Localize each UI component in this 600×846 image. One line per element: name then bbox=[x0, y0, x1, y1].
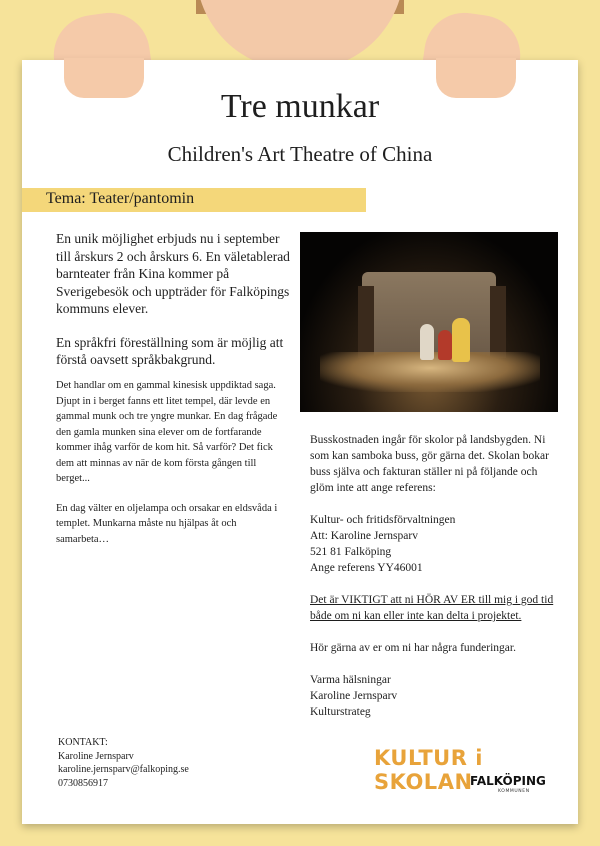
sender-role: Kulturstrateg bbox=[310, 706, 371, 718]
stage-actor bbox=[438, 330, 452, 360]
contact-email: karoline.jernsparv@falkoping.se bbox=[58, 764, 189, 775]
contact-name: Karoline Jernsparv bbox=[58, 750, 134, 762]
sender-name: Karoline Jernsparv bbox=[310, 690, 398, 702]
signature bbox=[310, 672, 560, 720]
bus-paragraph: Busskostnaden ingår för skolor på landsbygden. Ni som kan samboka buss, gör gärna det. Skolan bokar buss själva och fakturan ställer ni på följande och glöm inte att ange referens: bbox=[310, 434, 549, 494]
contact-phone: 0730856917 bbox=[58, 777, 108, 789]
stage-pillar-left bbox=[358, 286, 374, 358]
contact-block bbox=[58, 736, 278, 790]
stage-pillar-right bbox=[490, 286, 506, 358]
kid-fingers-right bbox=[436, 58, 516, 98]
intro-paragraph: En unik möjlighet erbjuds nu i september till årskurs 2 och årskurs 6. En väletablerad barnteater från Kina kommer på Sverigebesök och uppträder för Falköpings kommuns elever. bbox=[56, 231, 290, 316]
flyer-sheet bbox=[22, 60, 578, 824]
address-line: Ange referens YY46001 bbox=[310, 562, 423, 574]
kultur-i-skolan-logo bbox=[374, 746, 554, 806]
story-paragraph: En dag välter en oljelampa och orsakar en eldsvåda i templet. Munkarna måste nu hjälpas åt och samarbeta… bbox=[56, 502, 278, 545]
address-line: Att: Karoline Jernsparv bbox=[310, 530, 418, 542]
page-title: Tre munkar bbox=[220, 88, 380, 125]
address-line: 521 81 Falköping bbox=[310, 546, 392, 558]
important-notice: Det är VIKTIGT att ni HÖR AV ER till mig i god tid både om ni kan eller inte kan delta i projektet. bbox=[310, 594, 554, 622]
contact-label: KONTAKT: bbox=[58, 737, 108, 748]
questions-paragraph: Hör gärna av er om ni har några funderingar. bbox=[310, 642, 516, 654]
intro-paragraph: En språkfri föreställning som är möjlig att förstå oavsett språkbakgrund. bbox=[56, 334, 284, 367]
billing-address bbox=[310, 512, 560, 576]
booking-info bbox=[310, 432, 560, 736]
address-line: Kultur- och fritidsförvaltningen bbox=[310, 514, 456, 526]
story-paragraph: Det handlar om en gammal kinesisk uppdiktad saga. Djupt in i berget fanns ett litet tempel, där levde en gammal munk och tre yngre munkar. En dag frågade den gamla munken sina elever om de fortfarande kommer ihåg varför de kom hit. Så varför? Det fick dem att minnas av när de kom första gången till berget... bbox=[56, 380, 278, 484]
kid-fingers-left bbox=[64, 58, 144, 98]
stage-actor bbox=[420, 324, 434, 360]
logo-main-text: KULTUR i SKOLAN bbox=[374, 746, 483, 794]
stage-photo bbox=[300, 232, 558, 412]
greeting: Varma hälsningar bbox=[310, 674, 391, 686]
stage-actor bbox=[452, 318, 470, 362]
story-text bbox=[56, 378, 292, 561]
logo-tiny-text: KOMMUNEN bbox=[498, 789, 530, 794]
theme-bar bbox=[22, 188, 366, 212]
page-subtitle: Children's Art Theatre of China bbox=[167, 142, 433, 166]
logo-sub-text: FALKÖPING bbox=[470, 774, 546, 788]
theme-label: Tema: Teater/pantomin bbox=[46, 190, 195, 207]
intro-text bbox=[56, 230, 292, 385]
